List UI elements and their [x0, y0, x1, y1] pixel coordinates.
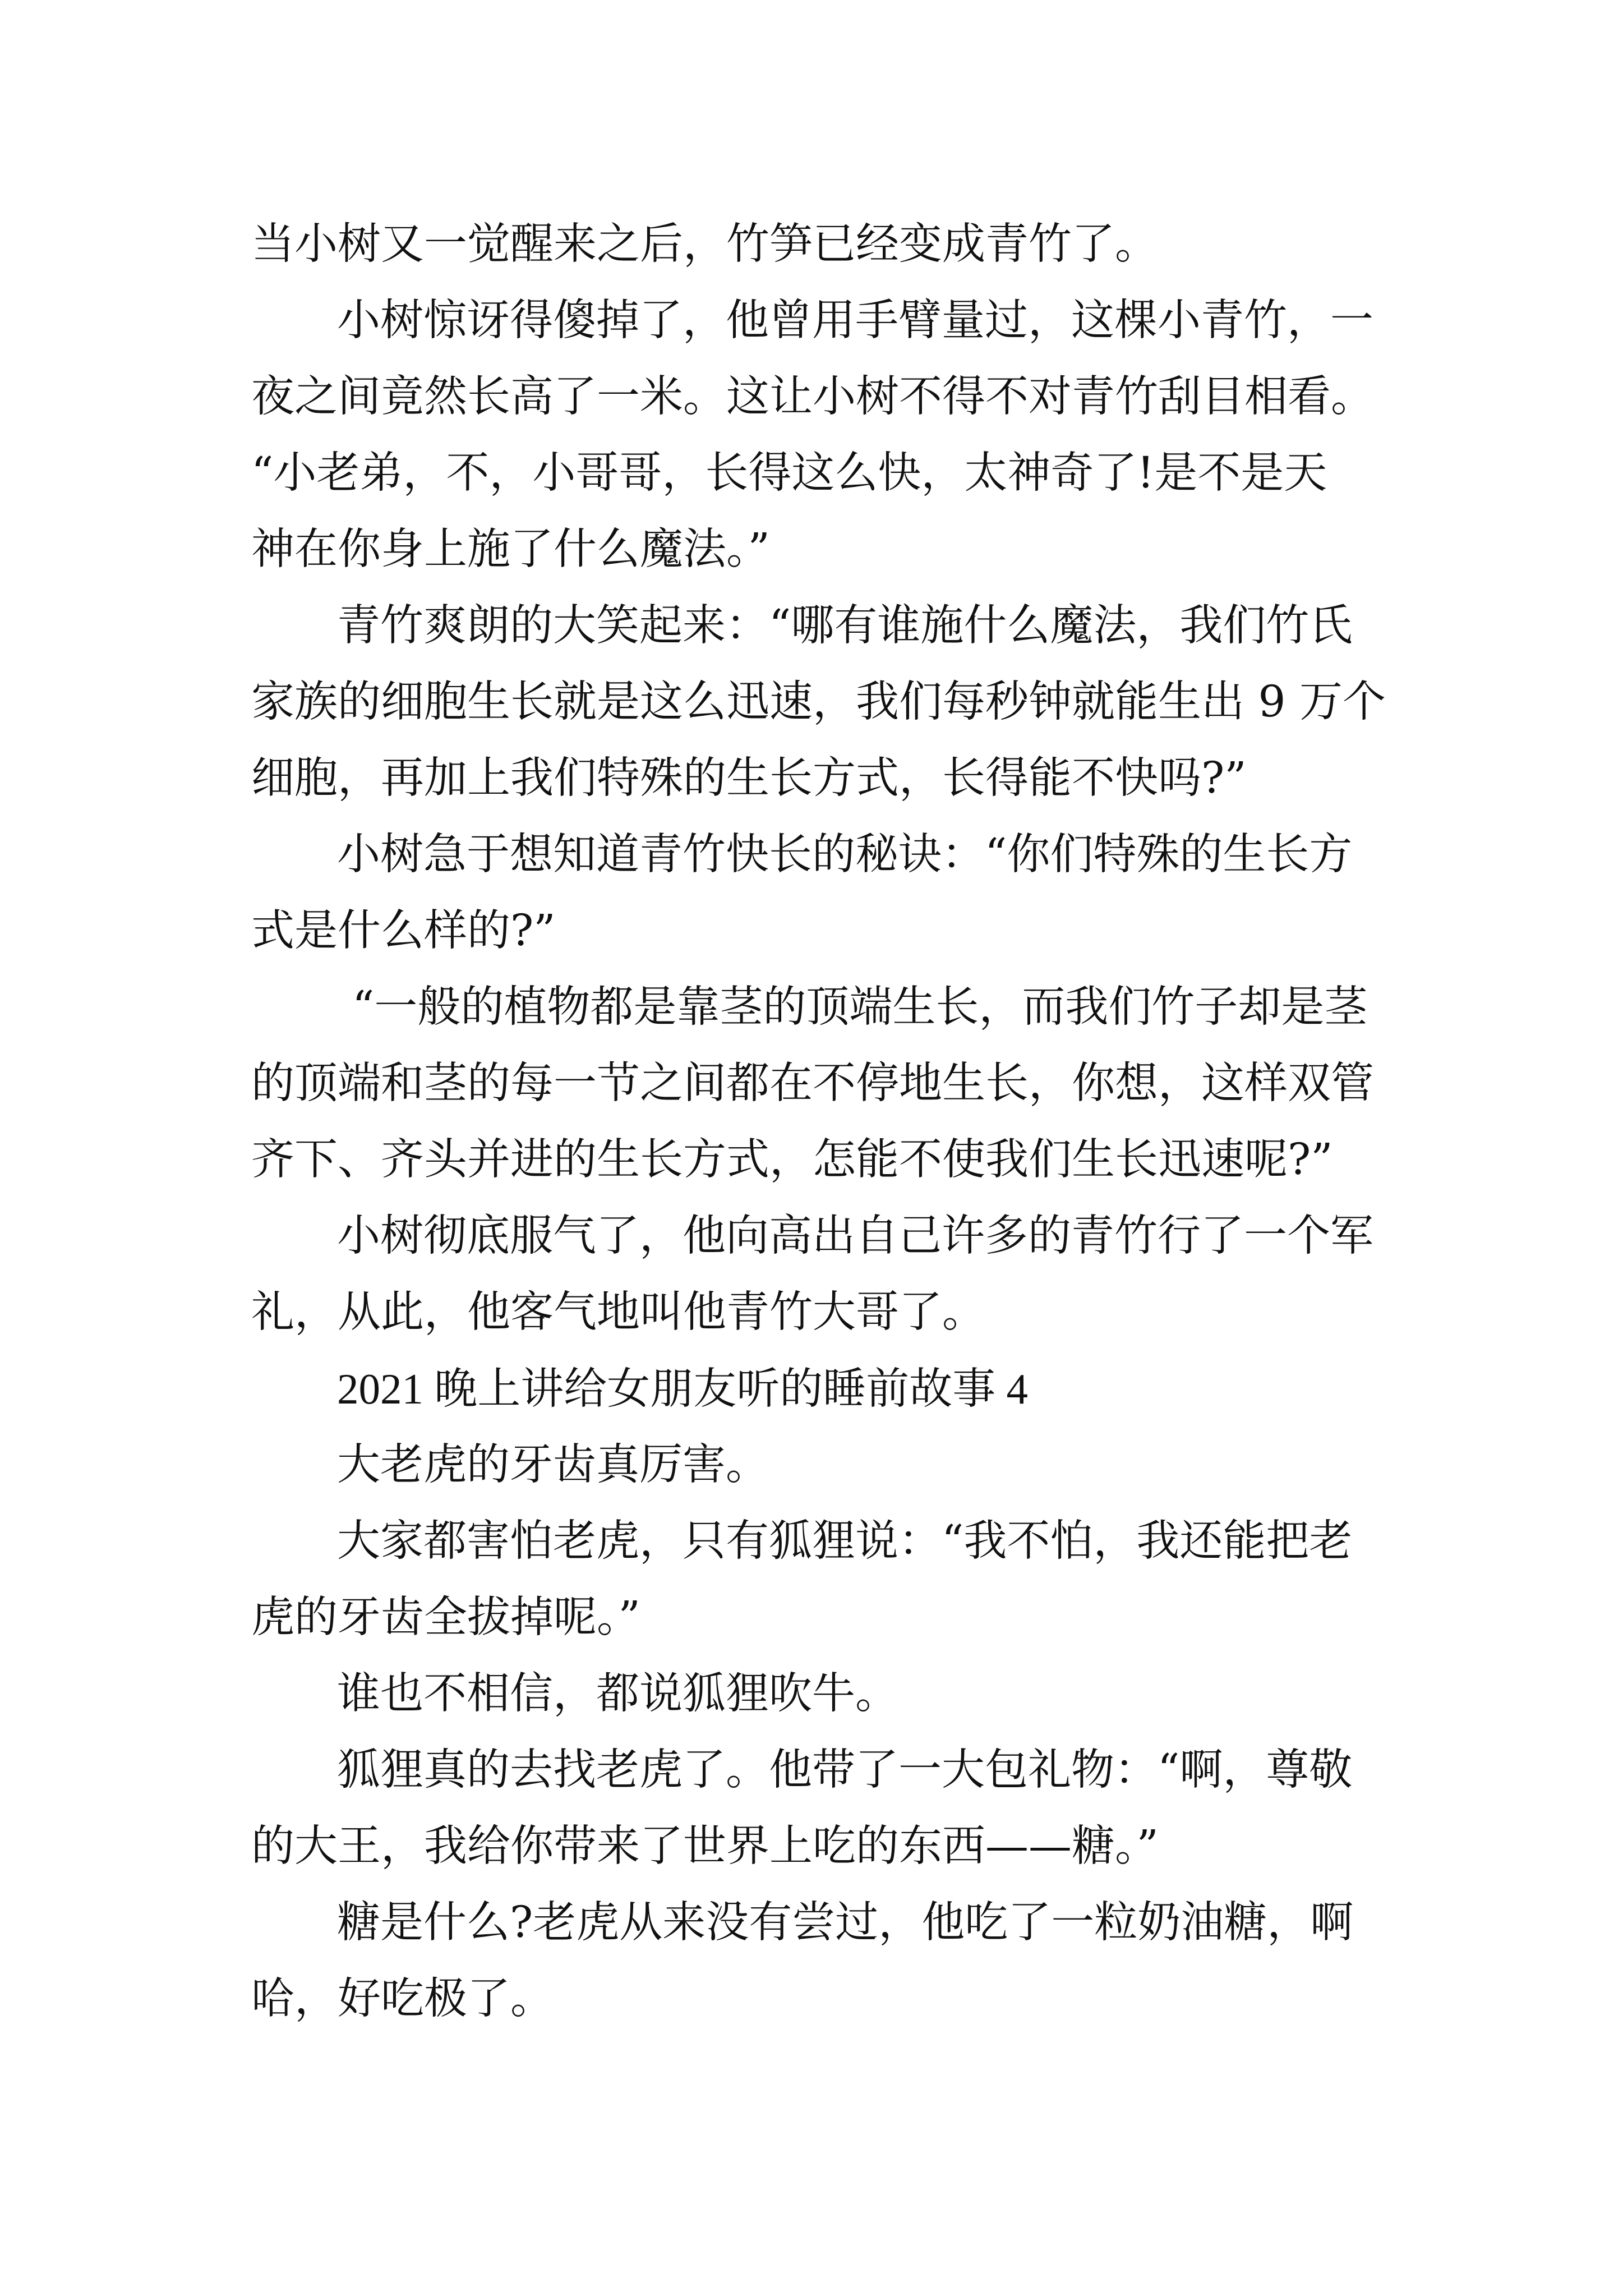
text-line: 式是什么样的?” — [251, 906, 556, 956]
text-line: 的大王，我给你带来了世界上吃的东西——糖。” — [251, 1821, 1159, 1871]
section-heading: 2021 晚上讲给女朋友听的睡前故事 4 — [337, 1365, 1028, 1413]
text-line: “小老弟，不，小哥哥，长得这么快，太神奇了!是不是天 — [251, 448, 1327, 498]
paragraph-first-line: 青竹爽朗的大笑起来：“哪有谁施什么魔法，我们竹氏 — [337, 601, 1353, 651]
text-line: 的顶端和茎的每一节之间都在不停地生长，你想，这样双管 — [251, 1059, 1374, 1108]
text-line: 细胞，再加上我们特殊的生长方式，长得能不快吗?” — [251, 753, 1247, 803]
paragraph-first-line: 狐狸真的去找老虎了。他带了一大包礼物：“啊，尊敬 — [337, 1745, 1353, 1795]
text-line: 当小树又一觉醒来之后，竹笋已经变成青竹了。 — [251, 219, 1158, 269]
text-line: 齐下、齐头并进的生长方式，怎能不使我们生长迅速呢?” — [251, 1135, 1333, 1185]
text-line: 哈，好吃极了。 — [251, 1974, 554, 2024]
paragraph-first-line: 糖是什么?老虎从来没有尝过，他吃了一粒奶油糖，啊 — [337, 1898, 1354, 1948]
text-line: 虎的牙齿全拔掉呢。” — [251, 1593, 640, 1642]
paragraph-first-line: 大老虎的牙齿真厉害。 — [337, 1440, 769, 1490]
paragraph-first-line: “一般的植物都是靠茎的顶端生长，而我们竹子却是茎 — [352, 982, 1368, 1032]
paragraph-first-line: 小树急于想知道青竹快长的秘诀：“你们特殊的生长方 — [337, 830, 1353, 880]
paragraph-first-line: 小树惊讶得傻掉了，他曾用手臂量过，这棵小青竹，一 — [337, 296, 1373, 346]
text-line: 家族的细胞生长就是这么迅速，我们每秒钟就能生出 9 万个 — [251, 677, 1386, 727]
paragraph-first-line: 谁也不相信，都说狐狸吹牛。 — [337, 1669, 898, 1719]
text-line: 神在你身上施了什么魔法。” — [251, 524, 770, 574]
paragraph-first-line: 小树彻底服气了，他向高出自己许多的青竹行了一个军 — [337, 1211, 1373, 1261]
text-line: 礼，从此，他客气地叫他青竹大哥了。 — [251, 1287, 985, 1337]
paragraph-first-line: 大家都害怕老虎，只有狐狸说：“我不怕，我还能把老 — [337, 1516, 1353, 1566]
text-line: 夜之间竟然长高了一米。这让小树不得不对青竹刮目相看。 — [251, 372, 1374, 422]
